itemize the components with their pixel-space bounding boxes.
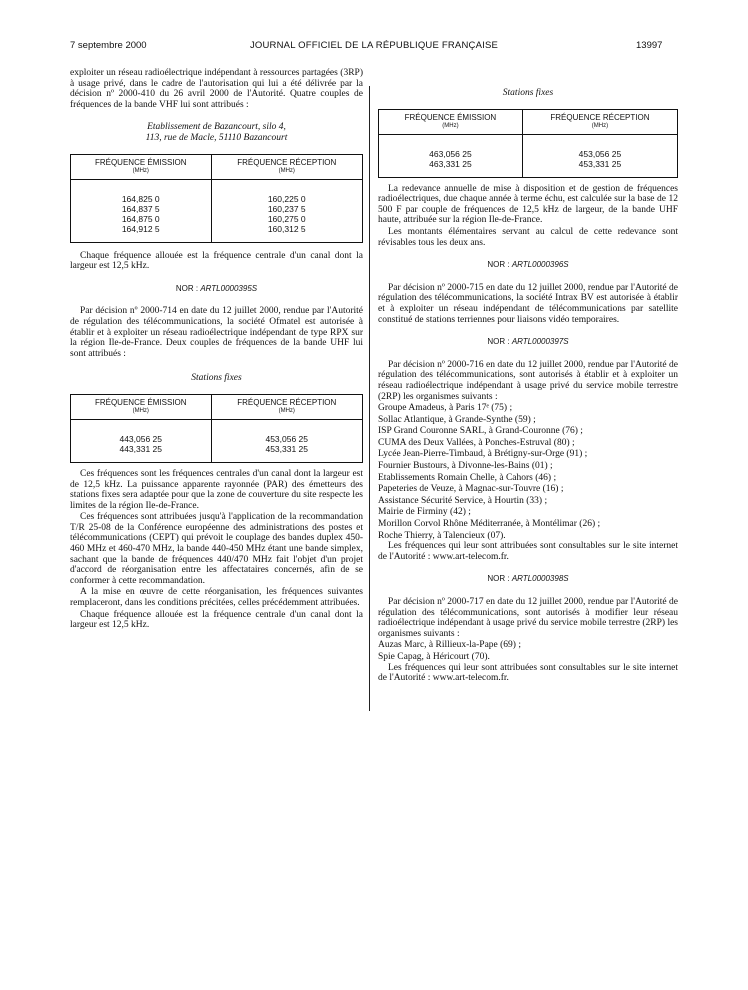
col-header-reception: FRÉQUENCE RÉCEPTION (MHz) <box>211 394 363 419</box>
site-internet-paragraph: Les fréquences qui leur sont attribuées sont consultables sur le site internet de l'Autorité : www.art-telecom.fr. <box>378 662 678 684</box>
reorganisation-paragraph: A la mise en œuvre de cette réorganisation, les fréquences suivantes remplaceront, dans les conditions précitées, celles précédemment attribuées. <box>70 587 363 609</box>
decision-714-paragraph: Par décision nº 2000-714 en date du 12 juillet 2000, rendue par l'Autorité de régulation des télécommunications, la société Ofmatel est autorisée à établir et à exploiter un réseau radioélectrique indépendant de type RPX sur la région Ile-de-France. Deux couples de fréquences de la bande UHF lui sont attribués : <box>70 306 363 359</box>
montants-paragraph: Les montants élémentaires servant au calcul de cette redevance sont révisables tous les deux ans. <box>378 226 678 248</box>
list-item: Etablissements Romain Chelle, à Cahors (46) ; <box>378 472 557 483</box>
list-item: Sollac Atlantique, à Grande-Synthe (59) ; <box>378 414 536 425</box>
reception-values: 453,056 25 453,331 25 <box>522 134 677 177</box>
site-internet-paragraph: Les fréquences qui leur sont attribuées sont consultables sur le site internet de l'Autorité : www.art-telecom.fr. <box>378 541 678 562</box>
col-header-emission: FRÉQUENCE ÉMISSION (MHz) <box>71 154 212 179</box>
decision-715-paragraph: Par décision nº 2000-715 en date du 12 juillet 2000, rendue par l'Autorité de régulation des télécommunications, la société Intrax BV est autorisée à établir et à exploiter un réseau indépendant de télécommunications par satellite constitué de stations terriennes pour liaisons vidéo temporaires. <box>378 282 678 325</box>
frequency-table-uhf <box>70 394 363 463</box>
list-item: Assistance Sécurité Service, à Hourtin (33) ; <box>378 495 548 506</box>
organisations-list <box>378 640 678 662</box>
decision-717-paragraph: Par décision nº 2000-717 en date du 12 juillet 2000, rendue par l'Autorité de régulation des télécommunications, sont autorisés à modifier leur réseau radioélectrique indépendant à usage privé du service mobile terrestre (2RP) les organismes suivants : <box>378 597 678 639</box>
cept-paragraph: Ces fréquences sont attribuées jusqu'à l'application de la recommandation T/R 25-08 de la Conférence européenne des administrations des postes et télécommunications (CEPT) qui prévoit le couplage des bandes duplex 450-460 MHz et 460-470 MHz, la bande 440-450 MHz étant une bande simplex, sachant que la bande de fréquences 440/470 MHz fait l'objet d'un projet d'accord de réorganisation entre les affectataires concernés, afin de se conformer à cette recommandation. <box>70 512 363 586</box>
reception-values: 453,056 25 453,331 25 <box>211 419 363 462</box>
header-date: 7 septembre 2000 <box>70 40 147 51</box>
left-column <box>70 68 363 632</box>
col-header-reception: FRÉQUENCE RÉCEPTION (MHz) <box>522 109 677 134</box>
list-item: Auzas Marc, à Rillieux-la-Pape (69) ; <box>378 640 521 651</box>
establishment-address <box>70 122 363 143</box>
nor-reference: NOR : ARTL0000397S <box>487 337 569 347</box>
reception-values: 160,225 0 160,237 5 160,275 0 160,312 5 <box>211 179 363 242</box>
nor-reference: NOR : ARTL0000396S <box>487 260 569 270</box>
intro-paragraph: exploiter un réseau radioélectrique indépendant à ressources partagées (3RP) à usage privé, dans le cadre de l'autorisation qui lui a été délivrée par la décision nº 2000-410 du 26 avril 2000 de l'Autorité. Quatre couples de fréquences de la bande VHF lui sont attribués : <box>70 68 363 110</box>
list-item: Morillon Corvol Rhône Méditerranée, à Montélimar (26) ; <box>378 519 601 530</box>
col-header-emission: FRÉQUENCE ÉMISSION (MHz) <box>71 394 212 419</box>
establishment-line-1: Etablissement de Bazancourt, silo 4, <box>147 122 286 133</box>
frequency-table-vhf <box>70 154 363 243</box>
par-paragraph: Ces fréquences sont les fréquences centrales d'un canal dont la largeur est de 12,5 kHz. La puissance apparente rayonnée (PAR) des émetteurs des stations fixes sera adaptée pour que la zone de couverture du site respecte les limites de la région Ile-de-France. <box>70 468 363 511</box>
stations-fixes-title: Stations fixes <box>502 88 554 98</box>
organisations-list <box>378 403 678 541</box>
after-table-paragraph: Chaque fréquence allouée est la fréquence centrale d'un canal dont la largeur est 12,5 kHz. <box>70 250 363 272</box>
nor-reference: NOR : ARTL0000395S <box>175 283 258 293</box>
list-item: CUMA des Deux Vallées, à Ponches-Estruval (80) ; <box>378 437 575 448</box>
emission-values: 164,825 0 164,837 5 164,875 0 164,912 5 <box>71 179 212 242</box>
redevance-paragraph: La redevance annuelle de mise à disposition et de gestion de fréquences radioélectriques, due chaque année à terme échu, est calculée sur la base de 12 500 F par couple de fréquences de 12,5 kHz de largeur, de la bande UHF haute, attribuée sur la région Ile-de-France. <box>378 183 678 226</box>
col-header-emission: FRÉQUENCE ÉMISSION (MHz) <box>379 109 523 134</box>
list-item: Papeteries de Veuze, à Magnac-sur-Touvre (16) ; <box>378 484 564 495</box>
list-item: Groupe Amadeus, à Paris 17ᵉ (75) ; <box>378 403 513 414</box>
right-column <box>378 68 678 685</box>
list-item: Spie Capag, à Héricourt (70). <box>378 651 490 662</box>
stations-fixes-title: Stations fixes <box>191 373 242 384</box>
frequency-table-uhf-haute <box>378 109 678 178</box>
emission-values: 463,056 25 463,331 25 <box>379 134 523 177</box>
list-item: Mairie de Firminy (42) ; <box>378 507 471 518</box>
list-item: Roche Thierry, à Talencieux (07). <box>378 530 506 541</box>
list-item: Fournier Bustours, à Divonne-les-Bains (01) ; <box>378 461 553 472</box>
journal-title: JOURNAL OFFICIEL DE LA RÉPUBLIQUE FRANÇAISE <box>249 40 499 51</box>
list-item: ISP Grand Couronne SARL, à Grand-Couronne (76) ; <box>378 426 583 437</box>
nor-reference: NOR : ARTL0000398S <box>487 574 569 584</box>
column-divider <box>369 86 370 711</box>
decision-716-paragraph: Par décision nº 2000-716 en date du 12 juillet 2000, rendue par l'Autorité de régulation des télécommunications, sont autorisés à établir et à exploiter un réseau radioélectrique indépendant à usage privé du service mobile terrestre (2RP) les organismes suivants : <box>378 359 678 402</box>
emission-values: 443,056 25 443,331 25 <box>71 419 212 462</box>
col-header-reception: FRÉQUENCE RÉCEPTION (MHz) <box>211 154 363 179</box>
canal-paragraph: Chaque fréquence allouée est la fréquence centrale d'un canal dont la largeur est 12,5 kHz. <box>70 609 363 631</box>
page-number: 13997 <box>636 40 663 51</box>
list-item: Lycée Jean-Pierre-Timbaud, à Brétigny-sur-Orge (91) ; <box>378 449 588 460</box>
establishment-line-2: 113, rue de Macle, 51110 Bazancourt <box>145 132 288 143</box>
